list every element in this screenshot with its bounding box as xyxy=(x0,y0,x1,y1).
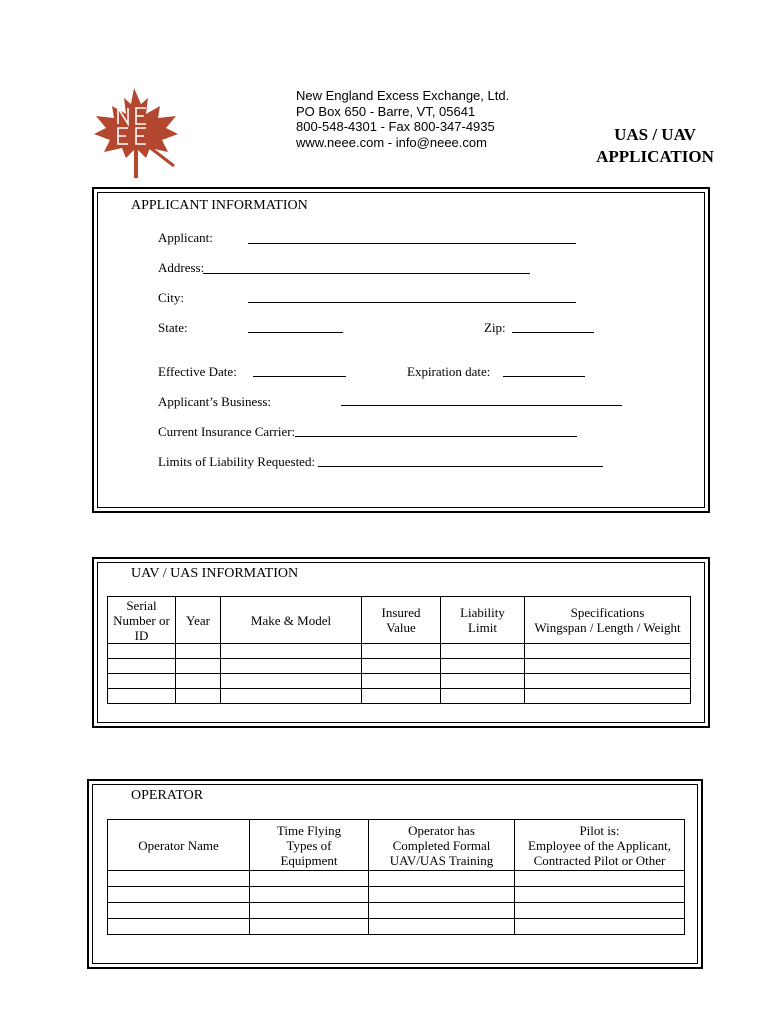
table-cell[interactable] xyxy=(369,871,515,887)
zip-label: Zip: xyxy=(484,320,506,335)
table-cell[interactable] xyxy=(221,644,362,659)
table-cell[interactable] xyxy=(515,871,685,887)
table-cell[interactable] xyxy=(362,644,441,659)
col-time-line1: Time Flying xyxy=(276,822,342,838)
expiration-date-label: Expiration date: xyxy=(407,364,491,379)
table-cell[interactable] xyxy=(525,689,691,704)
col-serial xyxy=(108,597,176,644)
table-cell[interactable] xyxy=(176,689,221,704)
table-cell[interactable] xyxy=(108,644,176,659)
expiration-date-field[interactable] xyxy=(503,376,585,377)
col-training-line3: UAV/UAS Training xyxy=(389,852,494,868)
zip-field[interactable] xyxy=(512,332,594,333)
col-pilot-line1: Pilot is: xyxy=(579,822,620,838)
applicant-field[interactable] xyxy=(248,243,576,244)
table-cell[interactable] xyxy=(441,689,525,704)
title-line-2: APPLICATION xyxy=(596,147,714,166)
table-cell[interactable] xyxy=(250,871,369,887)
effective-date-label: Effective Date: xyxy=(158,364,237,379)
table-row[interactable] xyxy=(108,674,691,689)
table-cell[interactable] xyxy=(515,887,685,903)
table-row[interactable] xyxy=(108,903,685,919)
col-serial-line1: Serial xyxy=(126,597,157,613)
table-row[interactable] xyxy=(108,871,685,887)
table-row[interactable] xyxy=(108,887,685,903)
table-cell[interactable] xyxy=(176,659,221,674)
table-cell[interactable] xyxy=(369,919,515,935)
operator-section-title: OPERATOR xyxy=(131,788,204,803)
form-title xyxy=(580,124,730,168)
col-time-line2: Types of xyxy=(286,837,332,853)
city-label: City: xyxy=(158,290,185,305)
applicant-label: Applicant: xyxy=(158,230,213,245)
col-serial-line2: Number or xyxy=(113,612,170,628)
table-row[interactable] xyxy=(108,659,691,674)
table-cell[interactable] xyxy=(221,674,362,689)
carrier-label: Current Insurance Carrier: xyxy=(158,424,296,439)
address-label: Address: xyxy=(158,260,205,275)
table-cell[interactable] xyxy=(441,674,525,689)
table-cell[interactable] xyxy=(369,903,515,919)
limits-label: Limits of Liability Requested: xyxy=(158,454,316,469)
company-info xyxy=(296,88,509,150)
table-cell[interactable] xyxy=(108,659,176,674)
col-make-model: Make & Model xyxy=(221,597,362,644)
uav-section-title: UAV / UAS INFORMATION xyxy=(131,566,299,581)
col-liability-line1: Liability xyxy=(460,605,505,620)
col-training-line2: Completed Formal xyxy=(392,837,491,853)
col-insured-line2: Value xyxy=(386,620,416,635)
city-field[interactable] xyxy=(248,302,576,303)
company-web: www.neee.com - info@neee.com xyxy=(296,134,487,150)
col-liability-line2: Limit xyxy=(468,620,497,635)
uav-table xyxy=(107,596,691,704)
table-row[interactable] xyxy=(108,644,691,659)
business-field[interactable] xyxy=(341,405,622,406)
table-cell[interactable] xyxy=(515,919,685,935)
col-insured-value xyxy=(362,597,441,644)
table-cell[interactable] xyxy=(108,903,250,919)
table-cell[interactable] xyxy=(250,919,369,935)
operator-table xyxy=(107,819,685,935)
table-cell[interactable] xyxy=(525,659,691,674)
table-cell[interactable] xyxy=(108,887,250,903)
table-cell[interactable] xyxy=(250,887,369,903)
table-cell[interactable] xyxy=(176,674,221,689)
business-label: Applicant’s Business: xyxy=(158,394,272,409)
table-cell[interactable] xyxy=(221,689,362,704)
applicant-section-title: APPLICANT INFORMATION xyxy=(131,198,308,213)
limits-field[interactable] xyxy=(318,466,603,467)
table-cell[interactable] xyxy=(515,903,685,919)
table-cell[interactable] xyxy=(525,644,691,659)
table-cell[interactable] xyxy=(369,887,515,903)
col-time-flying xyxy=(250,820,369,871)
table-cell[interactable] xyxy=(362,659,441,674)
state-field[interactable] xyxy=(248,332,343,333)
col-pilot-line2: Employee of the Applicant, xyxy=(528,837,671,853)
col-liability-limit xyxy=(441,597,525,644)
uav-table-header xyxy=(108,597,691,644)
table-cell[interactable] xyxy=(108,689,176,704)
company-phone: 800-548-4301 - Fax 800-347-4935 xyxy=(296,119,495,134)
carrier-field[interactable] xyxy=(295,436,577,437)
table-cell[interactable] xyxy=(525,674,691,689)
neee-maple-leaf-logo xyxy=(88,84,184,180)
col-serial-line3: ID xyxy=(134,627,149,643)
address-field[interactable] xyxy=(203,273,530,274)
table-cell[interactable] xyxy=(108,871,250,887)
table-cell[interactable] xyxy=(250,903,369,919)
col-pilot-is xyxy=(515,820,685,871)
table-cell[interactable] xyxy=(176,644,221,659)
col-time-line3: Equipment xyxy=(280,852,338,868)
col-spec-line1: Specifications xyxy=(570,605,645,620)
company-address: PO Box 650 - Barre, VT, 05641 xyxy=(296,103,476,119)
col-specifications xyxy=(525,597,691,644)
table-cell[interactable] xyxy=(108,919,250,935)
col-pilot-line3: Contracted Pilot or Other xyxy=(533,852,666,868)
table-cell[interactable] xyxy=(362,689,441,704)
col-insured-line1: Insured xyxy=(381,605,421,620)
col-spec-line2: Wingspan / Length / Weight xyxy=(534,620,681,635)
company-name: New England Excess Exchange, Ltd. xyxy=(296,88,510,103)
col-year: Year xyxy=(176,597,221,644)
table-row[interactable] xyxy=(108,689,691,704)
col-operator-name: Operator Name xyxy=(108,820,250,871)
table-cell[interactable] xyxy=(108,674,176,689)
col-formal-training xyxy=(369,820,515,871)
table-cell[interactable] xyxy=(362,674,441,689)
col-training-line1: Operator has xyxy=(408,822,475,838)
table-row[interactable] xyxy=(108,919,685,935)
operator-table-header xyxy=(108,820,685,871)
table-cell[interactable] xyxy=(441,644,525,659)
effective-date-field[interactable] xyxy=(253,376,346,377)
table-cell[interactable] xyxy=(221,659,362,674)
table-cell[interactable] xyxy=(441,659,525,674)
state-label: State: xyxy=(158,320,188,335)
title-line-1: UAS / UAV xyxy=(614,125,696,144)
